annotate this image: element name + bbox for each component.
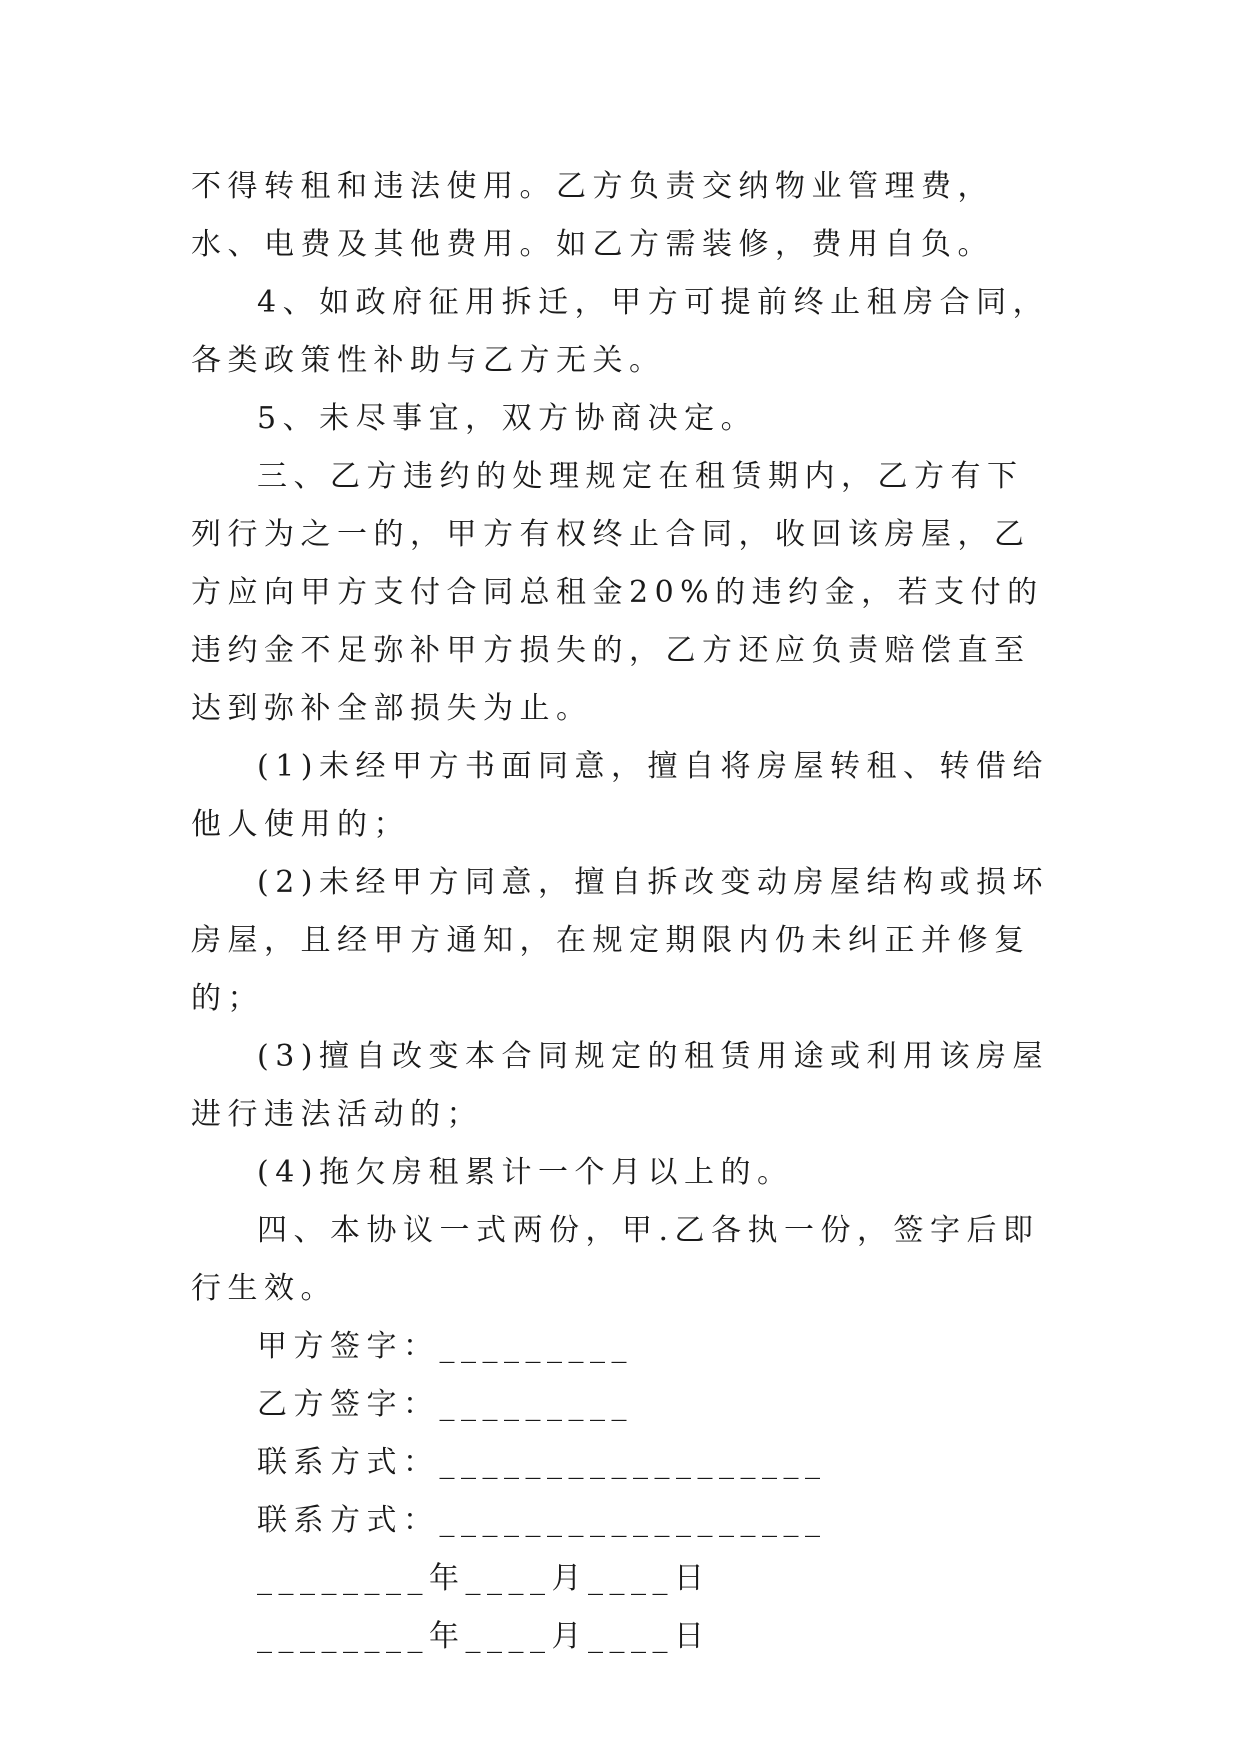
paragraph-clause-5: 5、未尽事宜，双方协商决定。 bbox=[257, 401, 758, 436]
paragraph-continuation: 不得转租和违法使用。乙方负责交纳物业管理费，水、电费及其他费用。如乙方需装修，费用自负。 bbox=[191, 169, 994, 262]
party-a-signature-line: 甲方签字：_________ bbox=[257, 1329, 633, 1364]
document-page bbox=[191, 158, 1051, 1666]
party-b-signature-line: 乙方签字：_________ bbox=[257, 1387, 633, 1422]
contact-line-2: 联系方式：__________________ bbox=[257, 1503, 827, 1538]
date-line-1: ________年____月____日 bbox=[257, 1561, 711, 1596]
paragraph-item-2: (2)未经甲方同意，擅自拆改变动房屋结构或损坏房屋，且经甲方通知，在规定期限内仍未纠正并修复的； bbox=[191, 865, 1049, 1016]
signature-block bbox=[191, 1318, 1051, 1666]
date-line-2: ________年____月____日 bbox=[257, 1619, 711, 1654]
paragraph-item-4: (4)拖欠房租累计一个月以上的。 bbox=[257, 1155, 794, 1190]
paragraph-clause-4: 4、如政府征用拆迁，甲方可提前终止租房合同，各类政策性补助与乙方无关。 bbox=[191, 285, 1050, 378]
paragraph-item-3: (3)擅自改变本合同规定的租赁用途或利用该房屋进行违法活动的； bbox=[191, 1039, 1049, 1132]
paragraph-section-3: 三、乙方违约的处理规定在租赁期内，乙方有下列行为之一的，甲方有权终止合同，收回该房屋，乙方应向甲方支付合同总租金20%的违约金，若支付的违约金不足弥补甲方损失的，乙方还应负责赔偿直至达到弥补全部损失为止。 bbox=[191, 459, 1044, 726]
paragraph-section-4: 四、本协议一式两份，甲.乙各执一份，签字后即行生效。 bbox=[191, 1213, 1040, 1306]
paragraph-item-1: (1)未经甲方书面同意，擅自将房屋转租、转借给他人使用的； bbox=[191, 749, 1049, 842]
contact-line-1: 联系方式：__________________ bbox=[257, 1445, 827, 1480]
